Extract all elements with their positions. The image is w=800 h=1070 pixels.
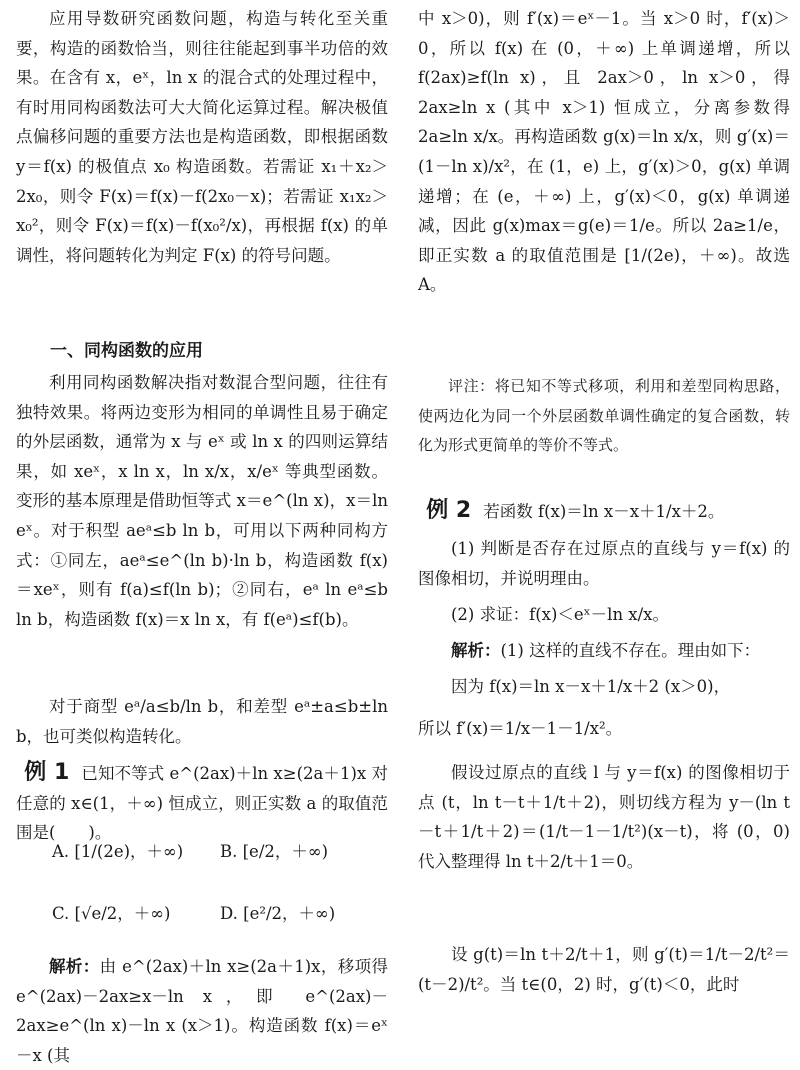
example2-label: 例 2 (426, 498, 472, 523)
intro-paragraph: 应用导数研究函数问题，构造与转化至关重要，构造的函数恰当，则往往能起到事半功倍的效果。在含有 x，eˣ，ln x 的混合式的处理过程中，有时用同构函数法可大大简化运算过程。解决极值点偏移问题的重要方法也是构造函数，即根据函数 y＝f(x) 的极值点 x₀ 构造函数。若需证 x₁＋x₂＞2x₀，则令 F(x)＝f(x)－f(2x₀－x)；若需证 x₁x₂＞x₀²，则令 F(x)＝f(x)－f(x₀²/x)，再根据 f(x) 的单调性，将问题转化为判定 F(x) 的符号问题。 (16, 9, 388, 265)
derivative-line: 所以 f′(x)＝1/x－1－1/x²。 (418, 719, 623, 738)
quotient-paragraph: 对于商型 eᵃ/a≤b/ln b，和差型 eᵃ±a≤b±ln b，也可类似构造转化。 (16, 697, 388, 746)
example1-label: 例 1 (24, 760, 70, 785)
example1-text: 已知不等式 e^(2ax)＋ln x≥(2a＋1)x 对任意的 x∈(1，＋∞) 恒成立，则正实数 a 的取值范围是( )。 (16, 764, 389, 843)
example2 (418, 496, 790, 527)
solution1-text: 由 e^(2ax)＋ln x≥(2a＋1)x，移项得 e^(2ax)－2ax≥x－ln x，即 e^(2ax)－2ax≥e^(ln x)－ln x (x＞1)。构造函数 f(x)＝eˣ－x (其 (16, 957, 388, 1065)
solution2-text: (1) 这样的直线不存在。理由如下： (500, 641, 761, 660)
example1 (16, 758, 388, 848)
example2-text: 若函数 f(x)＝ln x－x＋1/x＋2。 (483, 502, 725, 521)
because-line: 因为 f(x)＝ln x－x＋1/x＋2 (x＞0)， (451, 677, 731, 696)
solution1-label: 解析： (49, 957, 100, 976)
option-a: A. [1/(2e)，＋∞) (52, 842, 184, 861)
set-g-paragraph: 设 g(t)＝ln t＋2/t＋1，则 g′(t)＝1/t－2/t²＝(t－2)/t²。当 t∈(0，2) 时，g′(t)＜0，此时 (418, 945, 790, 994)
comment-paragraph: 评注：将已知不等式移项，利用和差型同构思路，使两边化为同一个外层函数单调性确定的复合函数，转化为形式更简单的等价不等式。 (418, 377, 790, 455)
option-d: D. [e²/2，＋∞) (220, 904, 336, 923)
section-title: 一、同构函数的应用 (50, 341, 203, 361)
solution1-continued: 中 x＞0)，则 f′(x)＝eˣ－1。当 x＞0 时，f′(x)＞0，所以 f(x) 在 (0，＋∞) 上单调递增，所以 f(2ax)≥f(ln x)，且 2ax＞0，ln x＞0，得 2ax≥ln x (其中 x＞1) 恒成立，分离参数得 2a≥ln x/x。再构造函数 g(x)＝ln x/x，则 g′(x)＝(1－ln x)/x²，在 (1，e) 上，g′(x)＞0，g(x) 单调递增；在 (e，＋∞) 上，g′(x)＜0，g(x) 单调递减，因此 g(x)max＝g(e)＝1/e。所以 2a≥1/e，即正实数 a 的取值范围是 [1/(2e)，＋∞)。故选 A。 (418, 9, 790, 295)
option-c: C. [√e/2，＋∞) (52, 904, 171, 923)
question-1: (1) 判断是否存在过原点的直线与 y＝f(x) 的图像相切，并说明理由。 (418, 539, 790, 588)
solution1 (16, 952, 388, 1070)
solution2-label: 解析： (451, 641, 501, 660)
question-2: (2) 求证：f(x)＜eˣ－ln x/x。 (451, 605, 669, 624)
tangent-paragraph: 假设过原点的直线 l 与 y＝f(x) 的图像相切于点 (t，ln t－t＋1/t＋2)，则切线方程为 y－(ln t－t＋1/t＋2)＝(1/t－1－1/t²)(x－t)，将 (0，0) 代入整理得 ln t＋2/t＋1＝0。 (418, 763, 790, 871)
solution2 (418, 636, 790, 666)
option-b: B. [e/2，＋∞) (220, 842, 329, 861)
section-body: 利用同构函数解决指对数混合型问题，往往有独特效果。将两边变形为相同的单调性且易于确定的外层函数，通常为 x 与 eˣ 或 ln x 的四则运算结果，如 xeˣ，x ln x，ln x/x，x/eˣ 等典型函数。变形的基本原理是借助恒等式 x＝e^(ln x)，x＝ln eˣ。对于积型 aeᵃ≤b ln b，可用以下两种同构方式：①同左，aeᵃ≤e^(ln b)·ln b，构造函数 f(x)＝xeˣ，则有 f(a)≤f(ln b)；②同右，eᵃ ln eᵃ≤b ln b，构造函数 f(x)＝x ln x，有 f(eᵃ)≤f(b)。 (16, 373, 388, 629)
